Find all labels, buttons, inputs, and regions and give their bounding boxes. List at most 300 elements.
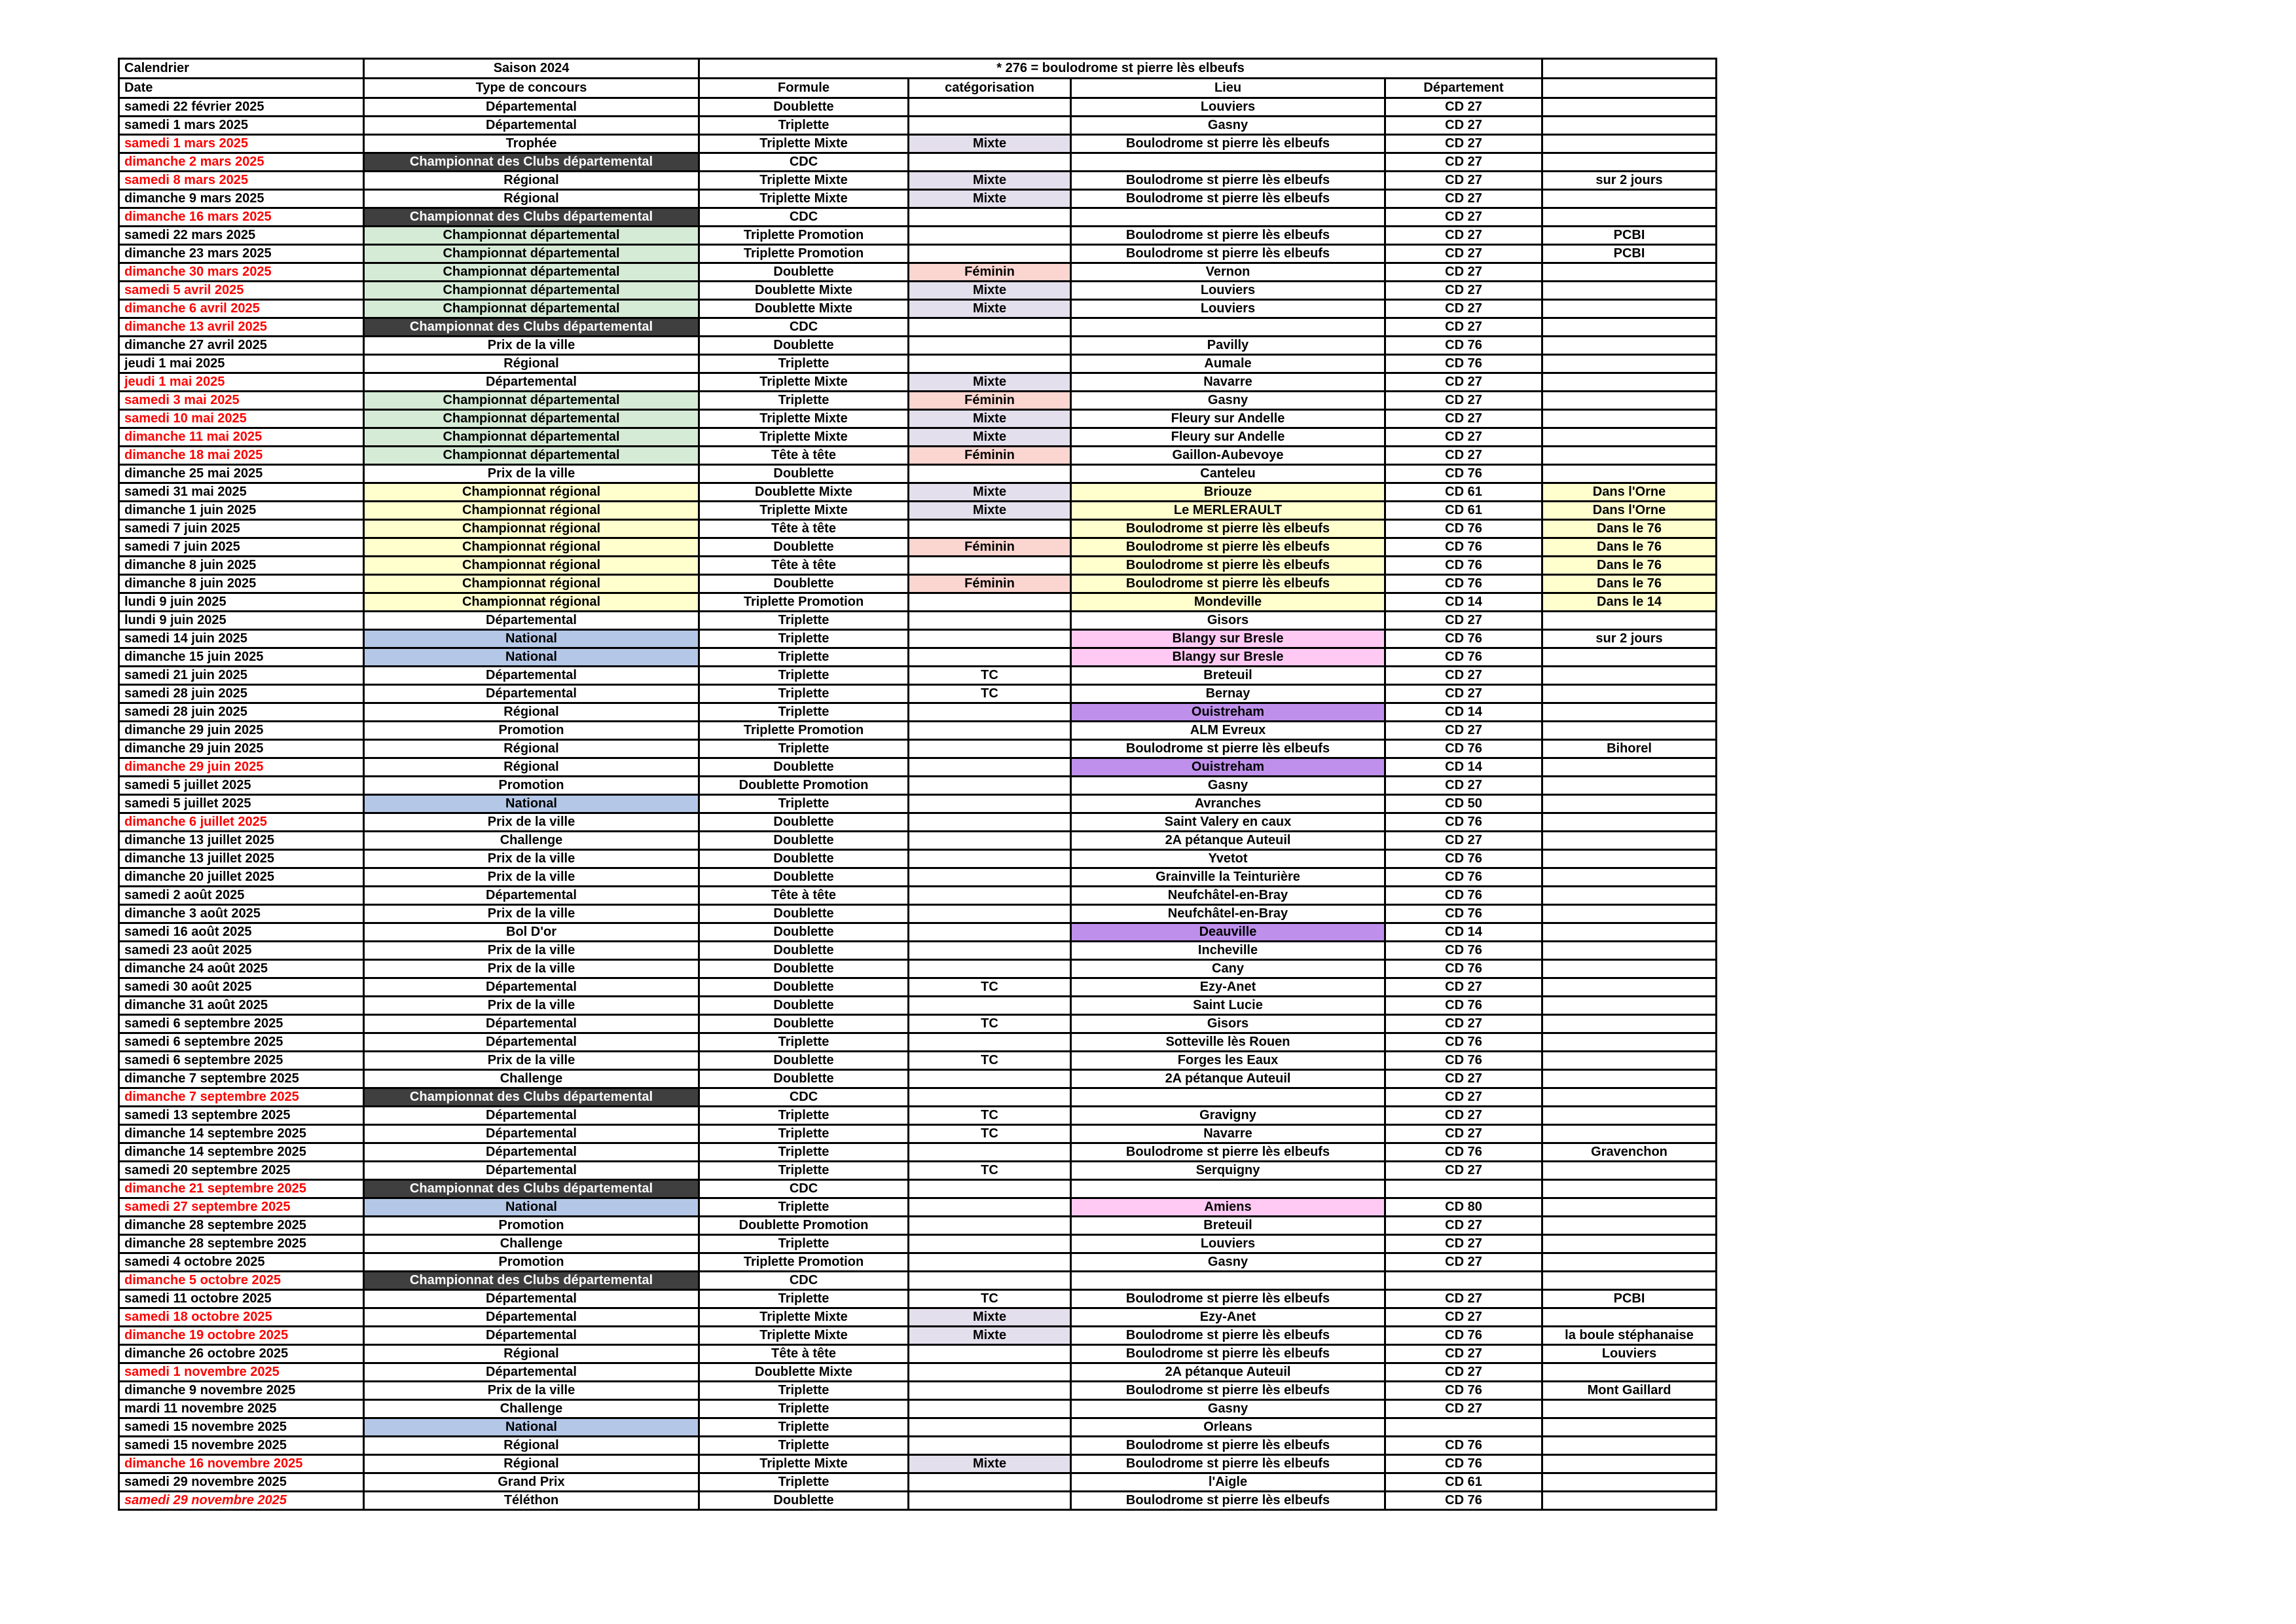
cell-lieu: Fleury sur Andelle: [1071, 410, 1385, 428]
cell-type: Championnat des Clubs départemental: [364, 153, 699, 172]
cell-departement: CD 27: [1385, 1363, 1542, 1382]
cell-formule: Triplette: [699, 667, 909, 685]
cell-departement: CD 76: [1385, 887, 1542, 905]
cell-formule: Doublette: [699, 960, 909, 978]
cell-lieu: 2A pétanque Auteuil: [1071, 1363, 1385, 1382]
cell-formule: Doublette: [699, 538, 909, 557]
cell-categorisation: [909, 1033, 1071, 1052]
cell-formule: Doublette: [699, 868, 909, 887]
cell-lieu: Ezy-Anet: [1071, 1308, 1385, 1327]
cell-date: dimanche 8 juin 2025: [119, 575, 364, 593]
cell-formule: CDC: [699, 318, 909, 337]
cell-type: Régional: [364, 1455, 699, 1473]
cell-formule: Doublette: [699, 337, 909, 355]
cell-note: [1542, 373, 1717, 392]
cell-note: [1542, 447, 1717, 465]
cell-note: [1542, 282, 1717, 300]
cell-formule: Triplette: [699, 740, 909, 758]
cell-date: samedi 28 juin 2025: [119, 685, 364, 703]
cell-date: dimanche 6 avril 2025: [119, 300, 364, 318]
cell-note: [1542, 1070, 1717, 1088]
cell-date: dimanche 19 octobre 2025: [119, 1327, 364, 1345]
cell-departement: CD 27: [1385, 318, 1542, 337]
cell-type: Prix de la ville: [364, 868, 699, 887]
table-row: [119, 850, 1717, 868]
cell-date: samedi 28 juin 2025: [119, 703, 364, 722]
cell-departement: CD 27: [1385, 190, 1542, 208]
cell-type: Prix de la ville: [364, 960, 699, 978]
cell-departement: CD 50: [1385, 795, 1542, 813]
cell-lieu: Saint Lucie: [1071, 997, 1385, 1015]
cell-date: lundi 9 juin 2025: [119, 612, 364, 630]
table-row: [119, 832, 1717, 850]
cell-categorisation: TC: [909, 1107, 1071, 1125]
cell-categorisation: Mixte: [909, 428, 1071, 447]
cell-lieu: Navarre: [1071, 1125, 1385, 1143]
cell-categorisation: [909, 208, 1071, 227]
cell-categorisation: [909, 740, 1071, 758]
cell-date: dimanche 11 mai 2025: [119, 428, 364, 447]
cell-categorisation: [909, 630, 1071, 648]
cell-note: [1542, 648, 1717, 667]
cell-date: samedi 18 octobre 2025: [119, 1308, 364, 1327]
cell-lieu: Boulodrome st pierre lès elbeufs: [1071, 538, 1385, 557]
cell-lieu: Amiens: [1071, 1198, 1385, 1217]
cell-categorisation: [909, 520, 1071, 538]
cell-date: samedi 15 novembre 2025: [119, 1418, 364, 1437]
table-row: [119, 942, 1717, 960]
cell-departement: CD 14: [1385, 703, 1542, 722]
table-row: [119, 355, 1717, 373]
cell-categorisation: [909, 777, 1071, 795]
cell-formule: Doublette Promotion: [699, 777, 909, 795]
cell-lieu: Neufchâtel-en-Bray: [1071, 887, 1385, 905]
cell-note: [1542, 1418, 1717, 1437]
table-row: [119, 1272, 1717, 1290]
cell-note: [1542, 905, 1717, 923]
cell-lieu: Forges les Eaux: [1071, 1052, 1385, 1070]
cell-date: dimanche 9 novembre 2025: [119, 1382, 364, 1400]
cell-note: [1542, 410, 1717, 428]
cell-lieu: Boulodrome st pierre lès elbeufs: [1071, 1382, 1385, 1400]
cell-type: Départemental: [364, 1363, 699, 1382]
cell-categorisation: [909, 648, 1071, 667]
table-row: [119, 410, 1717, 428]
cell-type: Championnat régional: [364, 520, 699, 538]
cell-formule: Triplette Promotion: [699, 227, 909, 245]
cell-categorisation: [909, 153, 1071, 172]
cell-type: Promotion: [364, 722, 699, 740]
table-row: [119, 318, 1717, 337]
cell-date: dimanche 15 juin 2025: [119, 648, 364, 667]
cell-departement: CD 76: [1385, 1437, 1542, 1455]
cell-date: samedi 22 mars 2025: [119, 227, 364, 245]
cell-lieu: Fleury sur Andelle: [1071, 428, 1385, 447]
cell-categorisation: [909, 1217, 1071, 1235]
table-row: [119, 612, 1717, 630]
cell-lieu: Boulodrome st pierre lès elbeufs: [1071, 1455, 1385, 1473]
cell-type: Départemental: [364, 1327, 699, 1345]
cell-formule: Triplette: [699, 1143, 909, 1162]
cell-lieu: [1071, 153, 1385, 172]
table-row: [119, 997, 1717, 1015]
cell-date: dimanche 8 juin 2025: [119, 557, 364, 575]
table-row: [119, 1070, 1717, 1088]
table-row: [119, 1162, 1717, 1180]
cell-categorisation: [909, 1180, 1071, 1198]
cell-date: samedi 22 février 2025: [119, 98, 364, 117]
cell-type: Départemental: [364, 1015, 699, 1033]
cell-formule: Triplette Promotion: [699, 1253, 909, 1272]
cell-lieu: Boulodrome st pierre lès elbeufs: [1071, 520, 1385, 538]
cell-type: Régional: [364, 703, 699, 722]
cell-date: dimanche 2 mars 2025: [119, 153, 364, 172]
cell-note: [1542, 1235, 1717, 1253]
cell-departement: CD 27: [1385, 447, 1542, 465]
cell-departement: CD 80: [1385, 1198, 1542, 1217]
table-row: [119, 447, 1717, 465]
cell-categorisation: Mixte: [909, 1308, 1071, 1327]
cell-formule: Tête à tête: [699, 887, 909, 905]
table-row: [119, 740, 1717, 758]
cell-note: [1542, 758, 1717, 777]
cell-lieu: Gisors: [1071, 1015, 1385, 1033]
cell-categorisation: [909, 1473, 1071, 1492]
cell-categorisation: TC: [909, 685, 1071, 703]
cell-lieu: Boulodrome st pierre lès elbeufs: [1071, 1327, 1385, 1345]
cell-lieu: Mondeville: [1071, 593, 1385, 612]
cell-type: Championnat départemental: [364, 428, 699, 447]
cell-categorisation: Mixte: [909, 135, 1071, 153]
cell-lieu: ALM Evreux: [1071, 722, 1385, 740]
cell-formule: Doublette: [699, 832, 909, 850]
cell-date: samedi 6 septembre 2025: [119, 1033, 364, 1052]
cell-note: Dans l'Orne: [1542, 502, 1717, 520]
cell-date: samedi 27 septembre 2025: [119, 1198, 364, 1217]
cell-lieu: Boulodrome st pierre lès elbeufs: [1071, 740, 1385, 758]
cell-categorisation: [909, 960, 1071, 978]
cell-departement: CD 27: [1385, 227, 1542, 245]
cell-categorisation: Mixte: [909, 410, 1071, 428]
cell-lieu: Pavilly: [1071, 337, 1385, 355]
cell-date: samedi 8 mars 2025: [119, 172, 364, 190]
cell-type: Challenge: [364, 1070, 699, 1088]
cell-note: [1542, 1015, 1717, 1033]
cell-type: Prix de la ville: [364, 850, 699, 868]
cell-date: dimanche 13 avril 2025: [119, 318, 364, 337]
cell-type: Championnat départemental: [364, 282, 699, 300]
cell-lieu: Gasny: [1071, 1253, 1385, 1272]
cell-formule: Triplette Mixte: [699, 502, 909, 520]
cell-date: samedi 5 juillet 2025: [119, 777, 364, 795]
cell-date: samedi 7 juin 2025: [119, 520, 364, 538]
cell-lieu: Neufchâtel-en-Bray: [1071, 905, 1385, 923]
cell-note: [1542, 337, 1717, 355]
cell-date: dimanche 9 mars 2025: [119, 190, 364, 208]
cell-date: samedi 3 mai 2025: [119, 392, 364, 410]
cell-lieu: Louviers: [1071, 300, 1385, 318]
cell-lieu: Boulodrome st pierre lès elbeufs: [1071, 1345, 1385, 1363]
cell-note: [1542, 1162, 1717, 1180]
table-row: [119, 282, 1717, 300]
cell-departement: CD 27: [1385, 410, 1542, 428]
cell-type: Départemental: [364, 1290, 699, 1308]
cell-categorisation: Mixte: [909, 1455, 1071, 1473]
cell-type: Championnat des Clubs départemental: [364, 208, 699, 227]
cell-type: Départemental: [364, 1033, 699, 1052]
cell-formule: Triplette: [699, 1382, 909, 1400]
table-row: [119, 465, 1717, 483]
cell-type: Prix de la ville: [364, 997, 699, 1015]
cell-date: samedi 21 juin 2025: [119, 667, 364, 685]
cell-categorisation: [909, 1418, 1071, 1437]
table-row: [119, 1235, 1717, 1253]
cell-categorisation: [909, 1382, 1071, 1400]
cell-departement: CD 27: [1385, 612, 1542, 630]
cell-departement: CD 27: [1385, 263, 1542, 282]
cell-note: [1542, 117, 1717, 135]
cell-departement: CD 76: [1385, 1052, 1542, 1070]
cell-departement: CD 76: [1385, 575, 1542, 593]
cell-categorisation: [909, 1272, 1071, 1290]
cell-lieu: Boulodrome st pierre lès elbeufs: [1071, 190, 1385, 208]
cell-departement: CD 76: [1385, 630, 1542, 648]
cell-formule: Doublette: [699, 263, 909, 282]
cell-date: dimanche 16 novembre 2025: [119, 1455, 364, 1473]
cell-departement: CD 27: [1385, 667, 1542, 685]
cell-lieu: Boulodrome st pierre lès elbeufs: [1071, 172, 1385, 190]
cell-formule: Triplette: [699, 1290, 909, 1308]
table-row: [119, 868, 1717, 887]
cell-departement: CD 27: [1385, 245, 1542, 263]
cell-lieu: Le MERLERAULT: [1071, 502, 1385, 520]
cell-categorisation: Mixte: [909, 502, 1071, 520]
cell-categorisation: [909, 905, 1071, 923]
cell-type: Grand Prix: [364, 1473, 699, 1492]
cell-lieu: Gisors: [1071, 612, 1385, 630]
table-row: [119, 667, 1717, 685]
table-row: [119, 795, 1717, 813]
cell-date: dimanche 23 mars 2025: [119, 245, 364, 263]
cell-type: National: [364, 1198, 699, 1217]
cell-type: Championnat départemental: [364, 245, 699, 263]
cell-formule: Triplette: [699, 1125, 909, 1143]
cell-categorisation: [909, 245, 1071, 263]
table-row: [119, 172, 1717, 190]
cell-formule: Triplette: [699, 1033, 909, 1052]
cell-lieu: Avranches: [1071, 795, 1385, 813]
cell-categorisation: Féminin: [909, 392, 1071, 410]
cell-formule: Doublette: [699, 905, 909, 923]
cell-date: dimanche 5 octobre 2025: [119, 1272, 364, 1290]
cell-lieu: Louviers: [1071, 1235, 1385, 1253]
cell-type: Départemental: [364, 117, 699, 135]
cell-formule: Triplette: [699, 685, 909, 703]
cell-departement: CD 76: [1385, 337, 1542, 355]
cell-type: National: [364, 795, 699, 813]
cell-note: [1542, 208, 1717, 227]
table-row: [119, 1290, 1717, 1308]
table-row: [119, 1143, 1717, 1162]
table-row: [119, 905, 1717, 923]
cell-date: dimanche 21 septembre 2025: [119, 1180, 364, 1198]
cell-lieu: Briouze: [1071, 483, 1385, 502]
cell-note: [1542, 942, 1717, 960]
table-row: [119, 923, 1717, 942]
cell-formule: Tête à tête: [699, 1345, 909, 1363]
table-row: [119, 502, 1717, 520]
cell-departement: CD 27: [1385, 98, 1542, 117]
cell-departement: [1385, 1418, 1542, 1437]
cell-formule: Doublette: [699, 1052, 909, 1070]
cell-formule: Triplette Promotion: [699, 722, 909, 740]
cell-note: Dans le 14: [1542, 593, 1717, 612]
cell-departement: CD 27: [1385, 978, 1542, 997]
cell-formule: Triplette Promotion: [699, 593, 909, 612]
cell-categorisation: [909, 1363, 1071, 1382]
cell-departement: CD 14: [1385, 923, 1542, 942]
cell-categorisation: [909, 850, 1071, 868]
cell-lieu: [1071, 1180, 1385, 1198]
cell-formule: Doublette: [699, 997, 909, 1015]
col-header-type: Type de concours: [364, 79, 699, 98]
cell-categorisation: TC: [909, 978, 1071, 997]
cell-lieu: 2A pétanque Auteuil: [1071, 1070, 1385, 1088]
table-row: [119, 1382, 1717, 1400]
cell-departement: CD 76: [1385, 942, 1542, 960]
cell-note: [1542, 832, 1717, 850]
cell-formule: Doublette: [699, 1070, 909, 1088]
cell-categorisation: [909, 868, 1071, 887]
cell-departement: CD 76: [1385, 557, 1542, 575]
cell-date: dimanche 31 août 2025: [119, 997, 364, 1015]
cell-date: samedi 6 septembre 2025: [119, 1052, 364, 1070]
cell-type: Championnat départemental: [364, 410, 699, 428]
cell-type: Championnat départemental: [364, 447, 699, 465]
cell-departement: CD 27: [1385, 1217, 1542, 1235]
cell-date: samedi 1 mars 2025: [119, 135, 364, 153]
cell-lieu: Blangy sur Bresle: [1071, 630, 1385, 648]
cell-type: Championnat régional: [364, 502, 699, 520]
cell-departement: CD 61: [1385, 502, 1542, 520]
cell-formule: Triplette: [699, 1400, 909, 1418]
cell-date: samedi 1 mars 2025: [119, 117, 364, 135]
table-row: [119, 758, 1717, 777]
cell-type: Prix de la ville: [364, 337, 699, 355]
cell-departement: CD 76: [1385, 905, 1542, 923]
cell-date: samedi 16 août 2025: [119, 923, 364, 942]
cell-note: [1542, 1473, 1717, 1492]
table-row: [119, 392, 1717, 410]
cell-formule: Triplette: [699, 1418, 909, 1437]
cell-lieu: Yvetot: [1071, 850, 1385, 868]
table-row: [119, 1088, 1717, 1107]
cell-note: [1542, 1125, 1717, 1143]
cell-type: Départemental: [364, 685, 699, 703]
cell-categorisation: Féminin: [909, 447, 1071, 465]
cell-note: [1542, 1253, 1717, 1272]
cell-formule: Tête à tête: [699, 447, 909, 465]
cell-formule: Triplette: [699, 1107, 909, 1125]
cell-categorisation: [909, 1198, 1071, 1217]
table-row: [119, 208, 1717, 227]
calendar-table-body: [119, 98, 1717, 1510]
cell-departement: CD 27: [1385, 282, 1542, 300]
cell-categorisation: [909, 1253, 1071, 1272]
col-header-categorisation: catégorisation: [909, 79, 1071, 98]
cell-formule: Doublette Promotion: [699, 1217, 909, 1235]
cell-formule: Doublette: [699, 1015, 909, 1033]
table-row: [119, 630, 1717, 648]
table-row: [119, 245, 1717, 263]
cell-date: dimanche 3 août 2025: [119, 905, 364, 923]
table-row: [119, 1015, 1717, 1033]
cell-categorisation: [909, 1400, 1071, 1418]
table-row: [119, 1363, 1717, 1382]
cell-date: dimanche 26 octobre 2025: [119, 1345, 364, 1363]
cell-lieu: Serquigny: [1071, 1162, 1385, 1180]
cell-formule: Triplette: [699, 703, 909, 722]
cell-date: dimanche 24 août 2025: [119, 960, 364, 978]
cell-lieu: Deauville: [1071, 923, 1385, 942]
cell-departement: CD 27: [1385, 1015, 1542, 1033]
cell-departement: CD 14: [1385, 593, 1542, 612]
cell-note: [1542, 1088, 1717, 1107]
cell-type: Départemental: [364, 1143, 699, 1162]
cell-type: Départemental: [364, 373, 699, 392]
cell-categorisation: Féminin: [909, 263, 1071, 282]
table-row: [119, 1327, 1717, 1345]
cell-departement: CD 76: [1385, 1143, 1542, 1162]
cell-departement: CD 27: [1385, 153, 1542, 172]
cell-date: samedi 10 mai 2025: [119, 410, 364, 428]
table-row: [119, 1107, 1717, 1125]
cell-categorisation: TC: [909, 1290, 1071, 1308]
cell-departement: [1385, 1272, 1542, 1290]
cell-formule: Doublette: [699, 813, 909, 832]
cell-formule: Doublette: [699, 942, 909, 960]
table-row: [119, 722, 1717, 740]
cell-note: [1542, 190, 1717, 208]
cell-lieu: Boulodrome st pierre lès elbeufs: [1071, 1290, 1385, 1308]
cell-lieu: Gasny: [1071, 1400, 1385, 1418]
cell-type: Prix de la ville: [364, 942, 699, 960]
cell-categorisation: [909, 997, 1071, 1015]
cell-departement: CD 76: [1385, 1327, 1542, 1345]
cell-categorisation: Féminin: [909, 538, 1071, 557]
cell-type: Régional: [364, 355, 699, 373]
cell-categorisation: [909, 1235, 1071, 1253]
cell-note: [1542, 1455, 1717, 1473]
cell-date: dimanche 25 mai 2025: [119, 465, 364, 483]
cell-lieu: [1071, 1272, 1385, 1290]
cell-lieu: Gravigny: [1071, 1107, 1385, 1125]
cell-categorisation: [909, 923, 1071, 942]
cell-categorisation: [909, 557, 1071, 575]
calendar-sheet: [118, 58, 1717, 1511]
calendar-table: [118, 58, 1717, 1511]
cell-note: Gravenchon: [1542, 1143, 1717, 1162]
cell-date: dimanche 7 septembre 2025: [119, 1070, 364, 1088]
cell-note: [1542, 392, 1717, 410]
cell-departement: CD 76: [1385, 355, 1542, 373]
table-row: [119, 1492, 1717, 1510]
cell-note: [1542, 722, 1717, 740]
cell-date: dimanche 20 juillet 2025: [119, 868, 364, 887]
cell-departement: CD 27: [1385, 1107, 1542, 1125]
cell-type: Prix de la ville: [364, 1052, 699, 1070]
cell-formule: Triplette: [699, 1473, 909, 1492]
